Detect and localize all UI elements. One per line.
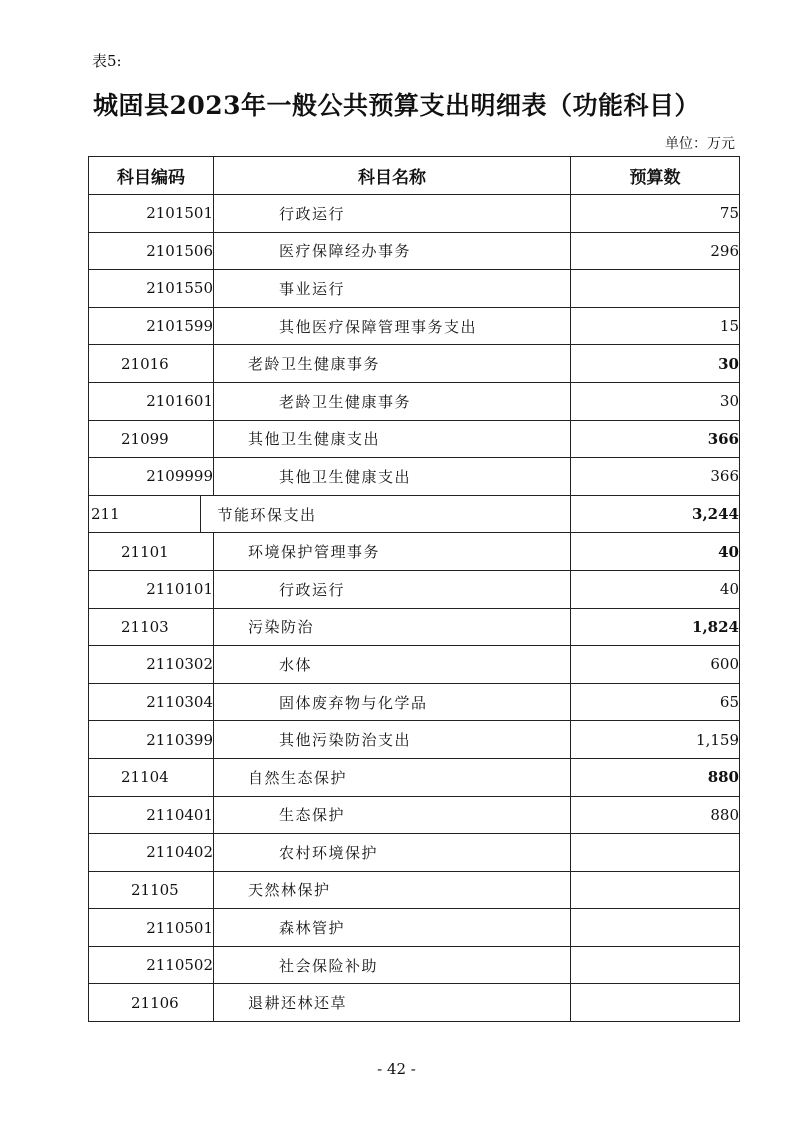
table-row [89,834,740,872]
header-code: 科目编码 [89,157,214,195]
row-name: 行政运行 [214,570,571,608]
row-amount: 65 [571,683,740,721]
row-name: 水体 [214,646,571,684]
table-row [89,420,740,458]
table-row [89,721,740,759]
table-header-row [89,157,740,195]
table-row [89,382,740,420]
row-amount: 40 [571,533,740,571]
row-code: 21016 [89,345,214,383]
row-amount: 30 [571,345,740,383]
table-row [89,683,740,721]
table-row [89,232,740,270]
row-name: 污染防治 [214,608,571,646]
row-name: 天然林保护 [214,871,571,909]
row-amount: 600 [571,646,740,684]
row-amount: 40 [571,570,740,608]
row-name: 医疗保障经办事务 [214,232,571,270]
row-code: 2110502 [89,946,214,984]
row-amount: 3,244 [571,495,740,533]
table-row [89,533,740,571]
header-name: 科目名称 [214,157,571,195]
row-amount: 1,159 [571,721,740,759]
table-row [89,946,740,984]
table-row [89,495,740,533]
row-code: 2109999 [89,458,214,496]
table-row [89,307,740,345]
table-row [89,796,740,834]
row-code: 2110399 [89,721,214,759]
row-name: 自然生态保护 [214,758,571,796]
row-amount [571,871,740,909]
row-code: 2101599 [89,307,214,345]
row-name: 农村环境保护 [214,834,571,872]
row-amount: 15 [571,307,740,345]
row-amount [571,946,740,984]
row-amount [571,984,740,1022]
row-amount [571,909,740,947]
page-number: - 42 - [377,1060,416,1078]
row-name: 环境保护管理事务 [214,533,571,571]
row-name: 老龄卫生健康事务 [214,382,571,420]
table-row [89,608,740,646]
row-code: 21099 [89,420,214,458]
table-row [89,458,740,496]
row-code: 21104 [89,758,214,796]
row-name: 其他卫生健康支出 [214,420,571,458]
row-code: 2101601 [89,382,214,420]
row-code: 2110501 [89,909,214,947]
row-code: 211 [89,495,214,533]
table-row [89,871,740,909]
row-name: 固体废弃物与化学品 [214,683,571,721]
row-amount: 880 [571,796,740,834]
table-tag: 表5: [92,52,122,70]
unit-label: 单位：万元 [665,136,735,152]
table-row [89,646,740,684]
budget-table [88,156,740,1022]
header-amount: 预算数 [571,157,740,195]
row-code: 2101506 [89,232,214,270]
row-code: 21106 [89,984,214,1022]
row-name: 老龄卫生健康事务 [214,345,571,383]
table-row [89,984,740,1022]
row-code: 2110304 [89,683,214,721]
row-name: 其他卫生健康支出 [214,458,571,496]
row-amount [571,270,740,308]
row-amount: 880 [571,758,740,796]
row-name: 森林管护 [214,909,571,947]
row-code: 21101 [89,533,214,571]
page-title: 城固县2023年一般公共预算支出明细表（功能科目） [92,91,701,120]
row-code: 21103 [89,608,214,646]
row-amount: 296 [571,232,740,270]
row-code: 2101550 [89,270,214,308]
row-amount: 366 [571,458,740,496]
row-name: 退耕还林还草 [214,984,571,1022]
row-name: 事业运行 [214,270,571,308]
row-code: 2110101 [89,570,214,608]
row-amount [571,834,740,872]
table-row [89,270,740,308]
row-amount: 1,824 [571,608,740,646]
table-row [89,758,740,796]
row-amount: 366 [571,420,740,458]
row-name: 其他污染防治支出 [214,721,571,759]
table-row [89,195,740,233]
row-code: 2110401 [89,796,214,834]
row-name: 节能环保支出 [214,495,571,533]
row-code: 21105 [89,871,214,909]
table-row [89,570,740,608]
row-amount: 30 [571,382,740,420]
row-name: 生态保护 [214,796,571,834]
row-code: 2110402 [89,834,214,872]
row-name: 行政运行 [214,195,571,233]
table-row [89,345,740,383]
row-code: 2101501 [89,195,214,233]
row-amount: 75 [571,195,740,233]
row-code: 2110302 [89,646,214,684]
row-name: 社会保险补助 [214,946,571,984]
row-name: 其他医疗保障管理事务支出 [214,307,571,345]
table-row [89,909,740,947]
